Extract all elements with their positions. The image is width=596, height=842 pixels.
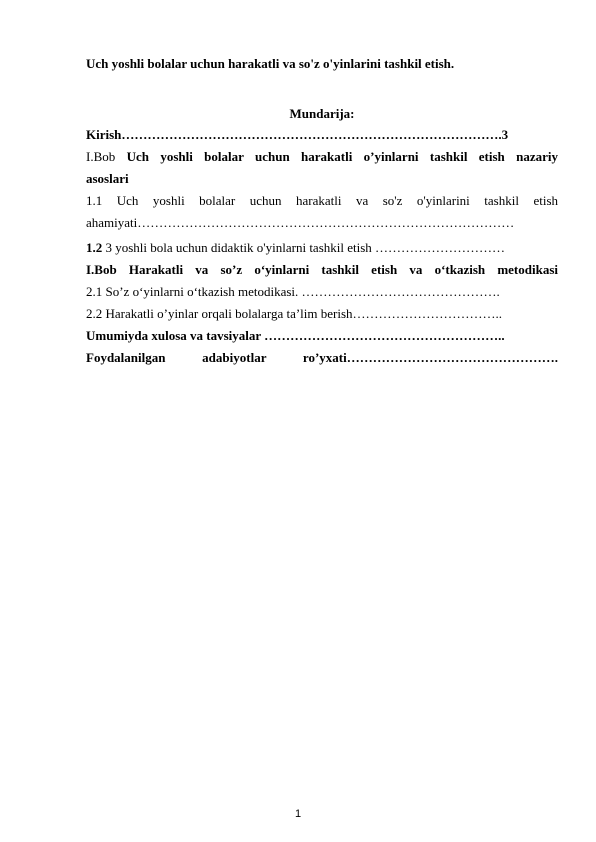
toc-item-1-2 <box>86 240 558 255</box>
item-1-2-number: 1.2 <box>86 240 103 255</box>
toc-item-intro: Kirish…………………………………………………………………………….3 <box>86 127 509 142</box>
page-number: 1 <box>294 808 302 820</box>
toc-item-chapter2: I.Bob Harakatli va so’z o‘yinlarni tashkil etish va o‘tkazish metodikasi <box>86 262 558 277</box>
document-title: Uch yoshli bolalar uchun harakatli va so'z o'yinlarini tashkil etish. <box>86 56 455 71</box>
chapter1-title-line2: asoslari <box>86 171 129 186</box>
toc-item-chapter1 <box>86 149 558 164</box>
chapter1-prefix: I.Bob <box>86 149 116 164</box>
toc-item-conclusion: Umumiyda xulosa va tavsiyalar ……………………………………………….. <box>86 328 505 343</box>
toc-item-1-1-line2: ahamiyati…………………………………………………………………………… <box>86 215 515 230</box>
toc-item-2-1: 2.1 So’z o‘yinlarni o‘tkazish metodikasi. ………………………………………. <box>86 284 500 299</box>
item-1-2-text: 3 yoshli bola uchun didaktik o'yinlarni tashkil etish ………………………… <box>102 240 506 255</box>
toc-item-2-2: 2.2 Harakatli o’yinlar orqali bolalarga ta’lim berish…………………………….. <box>86 306 503 321</box>
toc-item-references: Foydalanilgan adabiyotlar ro’yxati…………………………………………. <box>86 350 558 365</box>
toc-item-1-1-line1: 1.1 Uch yoshli bolalar uchun harakatli va so'z o'yinlarini tashkil etish <box>86 193 558 208</box>
chapter1-title-line1: Uch yoshli bolalar uchun harakatli o’yinlarni tashkil etish nazariy <box>126 149 558 164</box>
contents-heading: Mundarija: <box>289 106 355 121</box>
